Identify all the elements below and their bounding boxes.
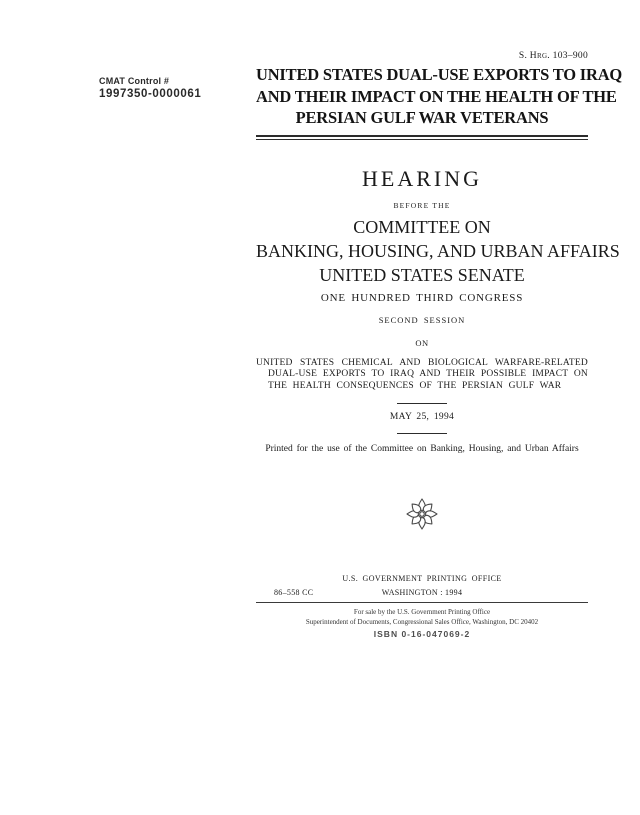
committee-name [256, 215, 620, 287]
gpo-city-year: WASHINGTON : 1994 [381, 588, 463, 597]
document-title-line-3: PERSIAN GULF WAR VETERANS [295, 108, 549, 127]
on-label: ON [415, 337, 429, 348]
hearing-date: MAY 25, 1994 [389, 412, 455, 422]
document-title-line-2: AND THEIR IMPACT ON THE HEALTH OF THE [256, 86, 617, 106]
cmat-control-stamp [99, 76, 201, 100]
congress-label: ONE HUNDRED THIRD CONGRESS [320, 291, 524, 304]
gpo-document-number: 86–558 CC [274, 588, 314, 597]
gpo-number-row [256, 588, 588, 597]
committee-line-1: COMMITTEE ON [353, 216, 491, 237]
gpo-office-line: U.S. GOVERNMENT PRINTING OFFICE [342, 574, 502, 583]
committee-line-3: UNITED STATES SENATE [319, 264, 525, 285]
sale-line-2: Superintendent of Documents, Congressional Sales Office, Washington, DC 20402 [305, 618, 539, 626]
isbn-number: ISBN 0-16-047069-2 [373, 629, 471, 639]
cmat-control-number: 1997350-0000061 [99, 88, 202, 100]
committee-line-2: BANKING, HOUSING, AND URBAN AFFAIRS [256, 240, 620, 261]
title-double-rule [256, 135, 588, 140]
date-rule-top [397, 403, 447, 404]
hearing-subject: UNITED STATES CHEMICAL AND BIOLOGICAL WARFARE-RELATED DUAL-USE EXPORTS TO IRAQ AND THEIR POSSIBLE IMPACT ON THE HEALTH CONSEQUENCES OF THE PERSIAN GULF WAR [256, 357, 588, 391]
ornament-container [256, 497, 588, 531]
before-the-label: BEFORE THE [393, 200, 451, 210]
document-title-line-1: UNITED STATES DUAL-USE EXPORTS TO IRAQ [256, 65, 623, 84]
rosette-ornament-icon [405, 497, 439, 531]
title-page-column [256, 51, 623, 639]
hearing-heading: HEARING [362, 165, 482, 191]
date-rule-bottom [397, 433, 447, 434]
sale-line-1: For sale by the U.S. Government Printing Office [353, 608, 491, 616]
printed-for-line: Printed for the use of the Committee on Banking, Housing, and Urban Affairs [265, 444, 579, 454]
session-label: SECOND SESSION [378, 314, 466, 325]
imprint-rule [256, 602, 588, 603]
hearing-number: S. Hrg. 103–900 [518, 51, 588, 61]
cmat-control-label: CMAT Control # [99, 76, 170, 86]
document-title [256, 64, 623, 129]
